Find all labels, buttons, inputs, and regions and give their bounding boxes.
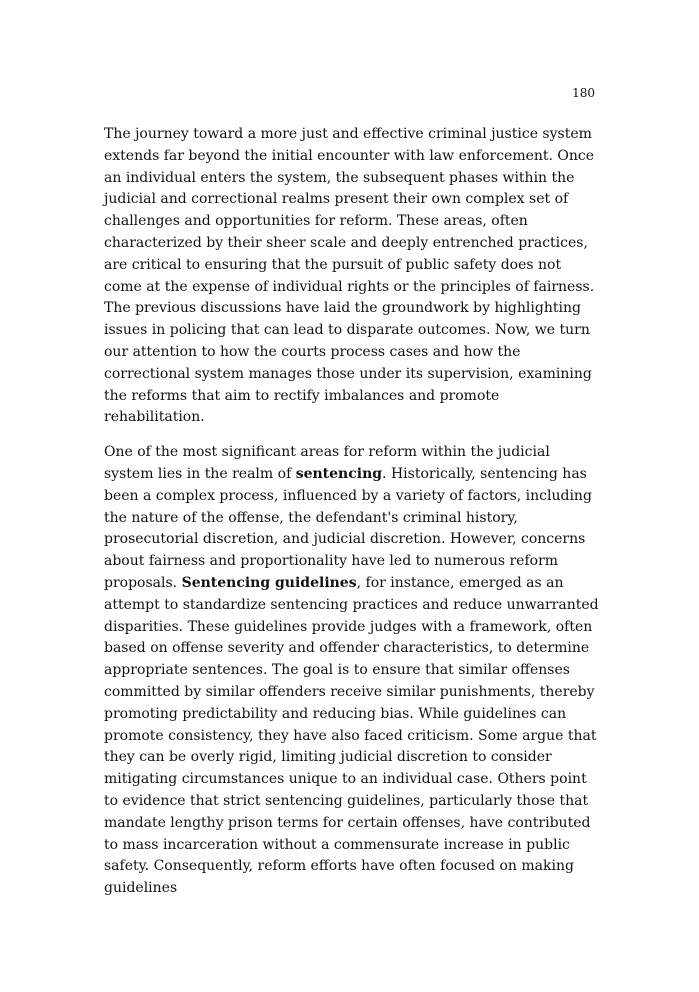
text-segment: , for instance, emerged as an attempt to standardize sentencing practices and reduce unwarranted disparities. These guidelines provide judges with a framework, often based on offense severity and offender characteristics, to determine appropriate sentences. The goal is to ensure that similar offenses committed by similar offenders receive similar punishments, thereby promoting predictability and reducing bias. While guidelines can promote consistency, they have also faced criticism. Some argue that they can be overly rigid, limiting judicial discretion to consider mitigating circumstances unique to an individual case. Others point to evidence that strict sentencing guidelines, particularly those that mandate lengthy prison terms for certain offenses, have contributed to mass incarceration without a commensurate increase in public safety. Consequently, reform efforts have often focused on making guidelines xyxy=(104,574,599,897)
text-segment: One of the most significant areas for reform within the judicial system lies in the realm of xyxy=(104,444,550,482)
paragraph-intro xyxy=(104,124,599,429)
page-number: 180 xyxy=(572,86,595,100)
term-sentencing-guidelines: Sentencing guidelines xyxy=(181,574,357,591)
term-sentencing: sentencing xyxy=(295,465,383,482)
text-segment: . Historically, sentencing has been a complex process, influenced by a variety of factors, including the nature of the offense, the defendant's criminal history, prosecutorial discretion, and judicial discretion. However, concerns about fairness and proportionality have led to numerous reform proposals. xyxy=(104,465,592,591)
body-text xyxy=(104,124,599,913)
text-segment: The journey toward a more just and effective criminal justice system extends far beyond the initial encounter with law enforcement. Once an individual enters the system, the subsequent phases within the judicial and correctional realms present their own complex set of challenges and opportunities for reform. These areas, often characterized by their sheer scale and deeply entrenched practices, are critical to ensuring that the pursuit of public safety does not come at the expense of individual rights or the principles of fairness. The previous discussions have laid the groundwork by highlighting issues in policing that can lead to disparate outcomes. Now, we turn our attention to how the courts process cases and how the correctional system manages those under its supervision, examining the reforms that aim to rectify imbalances and promote rehabilitation. xyxy=(104,126,595,426)
paragraph-sentencing xyxy=(104,442,599,900)
